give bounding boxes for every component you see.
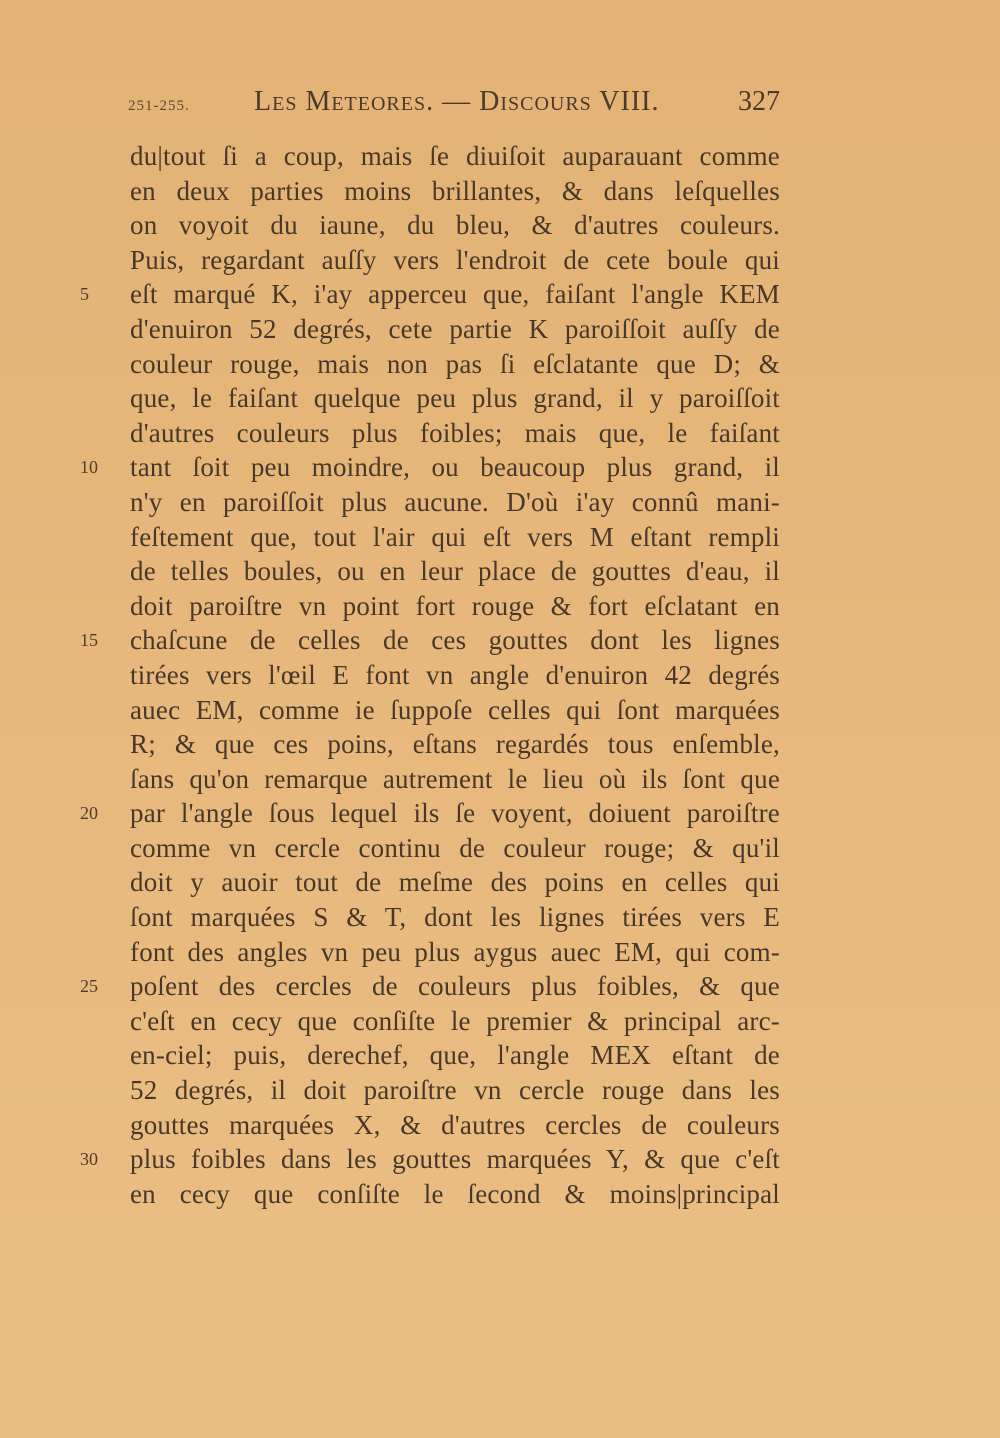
text-line: d'autres couleurs plus foibles; mais que, le faiſant — [130, 417, 780, 448]
text-line: du|tout ſi a coup, mais ſe diuiſoit auparauant comme — [130, 141, 780, 171]
text-line: feſtement que, tout l'air qui eſt vers M eſtant rempli — [130, 521, 780, 552]
text-line: on voyoit du iaune, du bleu, & d'autres couleurs. — [130, 210, 780, 241]
text-line: 52 degrés, il doit paroiſtre vn cercle rouge dans les — [130, 1075, 780, 1106]
line-number-15: 15 — [80, 630, 98, 651]
chapter-title: Les Meteores. — Discours VIII. — [254, 86, 660, 117]
text-line: n'y en paroiſſoit plus aucune. D'où i'ay connû mani- — [130, 486, 780, 517]
text-line: eſt marqué K, i'ay apperceu que, faiſant l'angle KEM — [130, 279, 780, 310]
page-number: 327 — [738, 86, 780, 117]
text-line: chaſcune de celles de ces gouttes dont les lignes — [130, 625, 780, 656]
text-line: doit y auoir tout de meſme des poins en celles qui — [130, 867, 780, 898]
text-line: d'enuiron 52 degrés, cete partie K paroiſſoit auſſy de — [130, 313, 780, 344]
line-number-10: 10 — [80, 457, 98, 478]
text-line: auec EM, comme ie ſuppoſe celles qui ſont marquées — [130, 694, 780, 725]
text-line: tant ſoit peu moindre, ou beaucoup plus grand, il — [130, 452, 780, 483]
line-number-30: 30 — [80, 1149, 98, 1170]
text-line: R; & que ces poins, eſtans regardés tous enſemble, — [130, 729, 780, 760]
line-number-20: 20 — [80, 803, 98, 824]
text-line: doit paroiſtre vn point fort rouge & fort eſclatant en — [130, 590, 780, 621]
text-line: de telles boules, ou en leur place de gouttes d'eau, il — [130, 556, 780, 587]
text-line: en-ciel; puis, derechef, que, l'angle MEX eſtant de — [130, 1040, 780, 1071]
text-line: font des angles vn peu plus aygus auec EM, qui com- — [130, 936, 780, 967]
body-text — [130, 139, 780, 1211]
text-line: en deux parties moins brillantes, & dans leſquelles — [130, 175, 780, 206]
text-line: comme vn cercle continu de couleur rouge; & qu'il — [130, 832, 780, 863]
text-line: plus foibles dans les gouttes marquées Y, & que c'eſt — [130, 1144, 780, 1175]
line-number-5: 5 — [80, 284, 89, 305]
text-line: que, le faiſant quelque peu plus grand, il y paroiſſoit — [130, 383, 780, 414]
text-line: tirées vers l'œil E font vn angle d'enuiron 42 degrés — [130, 659, 780, 690]
line-number-25: 25 — [80, 976, 98, 997]
text-line: par l'angle ſous lequel ils ſe voyent, doiuent paroiſtre — [130, 798, 780, 829]
text-line: en cecy que conſiſte le ſecond & moins|principal — [130, 1178, 780, 1209]
text-line: gouttes marquées X, & d'autres cercles de couleurs — [130, 1109, 780, 1140]
text-line: poſent des cercles de couleurs plus foibles, & que — [130, 971, 780, 1002]
page-range: 251-255. — [128, 98, 190, 114]
text-line: ſans qu'on remarque autrement le lieu où ils ſont que — [130, 763, 780, 794]
text-line: Puis, regardant auſſy vers l'endroit de cete boule qui — [130, 244, 780, 275]
running-head — [128, 86, 780, 126]
text-line: ſont marquées S & T, dont les lignes tirées vers E — [130, 902, 780, 933]
text-line: c'eſt en cecy que conſiſte le premier & principal arc- — [130, 1005, 780, 1036]
text-line: couleur rouge, mais non pas ſi eſclatante que D; & — [130, 348, 780, 379]
